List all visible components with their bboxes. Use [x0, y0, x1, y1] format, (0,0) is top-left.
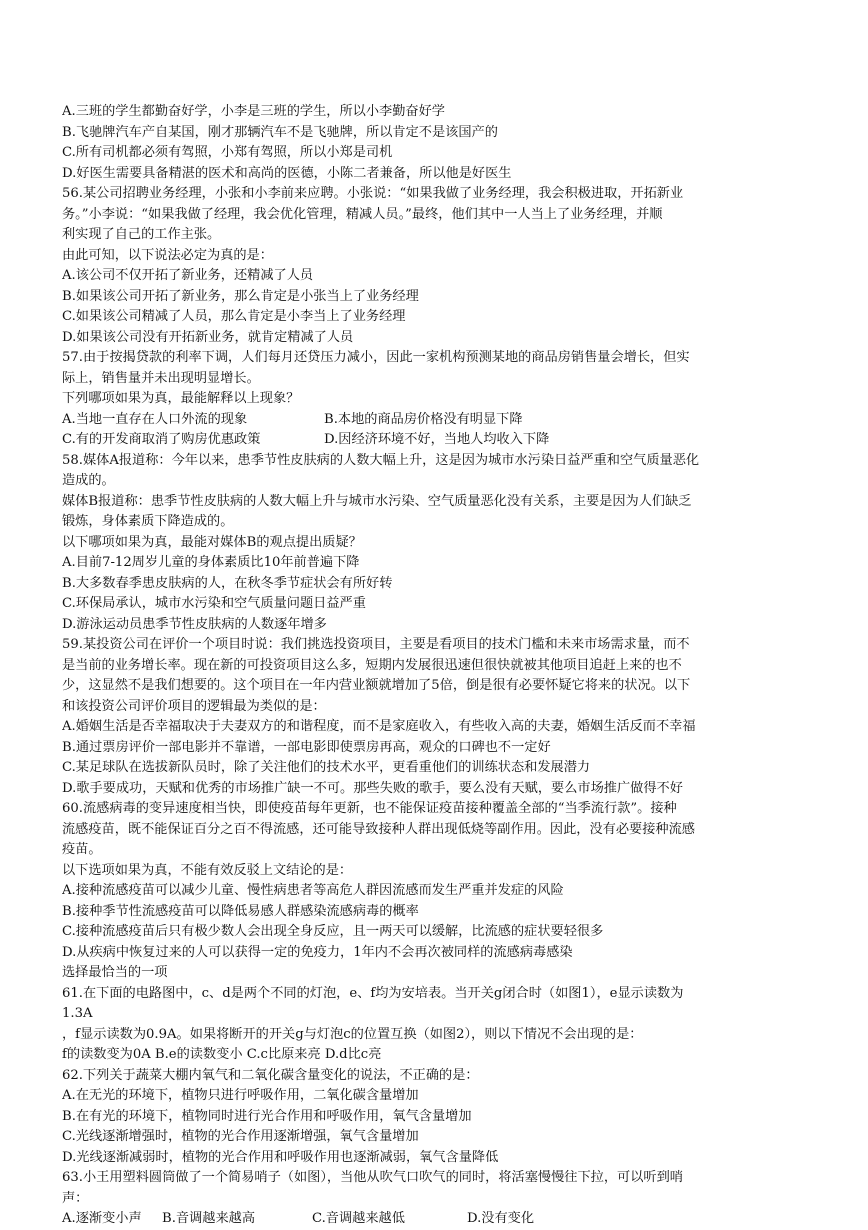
text-line: 媒体B报道称：患季节性皮肤病的人数大幅上升与城市水污染、空气质量恶化没有关系，主要是因为人们缺乏	[62, 493, 692, 509]
q57-option-d: D.因经济环境不好，当地人均收入下降	[324, 432, 550, 447]
text-line: 60.流感病毒的变异速度相当快，即使疫苗每年更新，也不能保证疫苗接种覆盖全部的“当季流行款”。接种	[62, 801, 677, 816]
text-line: B.大多数春季患皮肤病的人，在秋冬季节症状会有所好转	[62, 575, 393, 591]
text-line: 少，这显然不是我们想要的。这个项目在一年内营业额就增加了5倍，倒是很有必要怀疑它将来的状况。以下	[62, 678, 691, 693]
text-line: C.接种流感疫苗后只有极少数人会出现全身反应，且一两天可以缓解，比流感的症状要轻很多	[62, 924, 604, 939]
text-line: 流感疫苗，既不能保证百分之百不得流感，还可能导致接种人群出现低烧等副作用。因此，没有必要接种流感	[62, 821, 695, 837]
text-line: 61.在下面的电路图中，c、d是两个不同的灯泡，e、f均为安培表。当开关g闭合时（如图1），e显示读数为	[62, 985, 684, 1001]
text-line: D.歌手要成功，天赋和优秀的市场推广缺一不可。那些失败的歌手，要么没有天赋，要么市场推广做得不好	[62, 780, 683, 796]
text-block-b	[62, 451, 802, 1210]
text-line: 以下选项如果为真，不能有效反驳上文结论的是：	[62, 862, 353, 878]
text-line: A.婚姻生活是否幸福取决于夫妻双方的和谐程度，而不是家庭收入，有些收入高的夫妻，婚姻生活反而不幸福	[62, 719, 696, 734]
text-line: f的读数变为0A B.e的读数变小 C.c比原来亮 D.d比c亮	[62, 1047, 382, 1062]
text-line: 1.3A	[62, 1006, 93, 1021]
text-line: 造成的。	[62, 473, 115, 488]
text-line: 际上，销售量并未出现明显增长。	[62, 370, 260, 386]
text-line: 下列哪项如果为真，最能解释以上现象？	[62, 391, 300, 406]
text-line: 和该投资公司评价项目的逻辑最为类似的是：	[62, 698, 326, 714]
text-line: 是当前的业务增长率。现在新的可投资项目这么多，短期内发展很迅速但很快就被其他项目追赶上来的也不	[62, 657, 682, 673]
q63-option-c: C.音调越来越低	[312, 1211, 405, 1226]
text-line: 锻炼，身体素质下降造成的。	[62, 514, 234, 529]
text-line: D.如果该公司没有开拓新业务，就肯定精减了人员	[62, 329, 354, 345]
text-line: 58.媒体A报道称：今年以来，患季节性皮肤病的人数大幅上升，这是因为城市水污染日益严重和空气质量恶化	[62, 452, 700, 468]
text-line: A.三班的学生都勤奋好学，小李是三班的学生，所以小李勤奋好学	[62, 104, 445, 119]
text-line: 62.下列关于蔬菜大棚内氧气和二氧化碳含量变化的说法，不正确的是：	[62, 1067, 479, 1083]
text-line: B.如果该公司开拓了新业务，那么肯定是小张当上了业务经理	[62, 288, 419, 304]
text-line: C.环保局承认，城市水污染和空气质量问题日益严重	[62, 596, 366, 611]
text-line: B.通过票房评价一部电影并不靠谱，一部电影即使票房再高，观众的口碑也不一定好	[62, 739, 551, 755]
text-line: D.光线逐渐减弱时，植物的光合作用和呼吸作用也逐渐减弱，氧气含量降低	[62, 1149, 499, 1165]
q63-option-d: D.没有变化	[467, 1211, 535, 1226]
q63-option-a: A.逐渐变小声	[62, 1211, 142, 1226]
text-line: 59.某投资公司在评价一个项目时说：我们挑选投资项目，主要是看项目的技术门槛和未来市场需求量，而不	[62, 637, 690, 652]
text-line: 57.由于按揭贷款的利率下调，人们每月还贷压力减小，因此一家机构预测某地的商品房销售量会增长，但实	[62, 350, 690, 365]
document-page	[62, 102, 802, 1230]
text-line: ，f显示读数为0.9A。如果将断开的开关g与灯泡c的位置互换（如图2），则以下情况不会出现的是：	[62, 1026, 643, 1042]
q57-options	[62, 410, 802, 451]
q57-option-b: B.本地的商品房价格没有明显下降	[324, 411, 523, 427]
text-block-a	[62, 102, 802, 410]
text-line: C.所有司机都必须有驾照，小郑有驾照，所以小郑是司机	[62, 145, 393, 160]
text-line: C.某足球队在选拔新队员时，除了关注他们的技术水平，更看重他们的训练状态和发展潜力	[62, 760, 591, 775]
text-line: A.在无光的环境下，植物只进行呼吸作用，二氧化碳含量增加	[62, 1088, 419, 1103]
text-line: D.好医生需要具备精湛的医术和高尚的医德，小陈二者兼备，所以他是好医生	[62, 165, 512, 181]
text-line: 选择最恰当的一项	[62, 965, 168, 980]
q57-option-a: A.当地一直存在人口外流的现象	[62, 411, 248, 427]
text-line: D.游泳运动员患季节性皮肤病的人数逐年增多	[62, 616, 327, 632]
text-line: 56.某公司招聘业务经理，小张和小李前来应聘。小张说：“如果我做了业务经理，我会积极进取，开拓新业	[62, 186, 684, 201]
text-line: C.如果该公司精减了人员，那么肯定是小李当上了业务经理	[62, 309, 406, 324]
text-line: C.光线逐渐增强时，植物的光合作用逐渐增强，氧气含量增加	[62, 1129, 419, 1144]
text-line: B.接种季节性流感疫苗可以降低易感人群感染流感病毒的概率	[62, 903, 419, 919]
text-line: 疫苗。	[62, 842, 102, 857]
text-line: 利实现了自己的工作主张。	[62, 227, 221, 242]
text-line: A.目前7-12周岁儿童的身体素质比10年前普遍下降	[62, 555, 360, 570]
text-line: 务。”小李说：“如果我做了经理，我会优化管理，精减人员。”最终，他们其中一人当上了业务经理，并顺	[62, 206, 663, 222]
text-line: A.该公司不仅开拓了新业务，还精减了人员	[62, 268, 314, 283]
q63-options	[62, 1209, 802, 1230]
text-line: 以下哪项如果为真，最能对媒体B的观点提出质疑？	[62, 534, 362, 550]
text-line: A.接种流感疫苗可以减少儿童、慢性病患者等高危人群因流感而发生严重并发症的风险	[62, 883, 564, 898]
text-line: B.在有光的环境下，植物同时进行光合作用和呼吸作用，氧气含量增加	[62, 1108, 472, 1124]
text-line: D.从疾病中恢复过来的人可以获得一定的免疫力，1年内不会再次被同样的流感病毒感染	[62, 944, 573, 960]
q57-option-row	[62, 410, 802, 431]
text-line: B.飞驰牌汽车产自某国，刚才那辆汽车不是飞驰牌，所以肯定不是该国产的	[62, 124, 498, 140]
q57-option-c: C.有的开发商取消了购房优惠政策	[62, 432, 261, 447]
text-line: 63.小王用塑料圆筒做了一个简易哨子（如图），当他从吹气口吹气的同时，将活塞慢慢往下拉，可以听到哨	[62, 1170, 683, 1185]
text-line: 由此可知，以下说法必定为真的是：	[62, 247, 273, 263]
text-line: 声：	[62, 1190, 89, 1206]
q57-option-row	[62, 430, 802, 451]
q63-option-b: B.音调越来越高	[162, 1211, 256, 1226]
